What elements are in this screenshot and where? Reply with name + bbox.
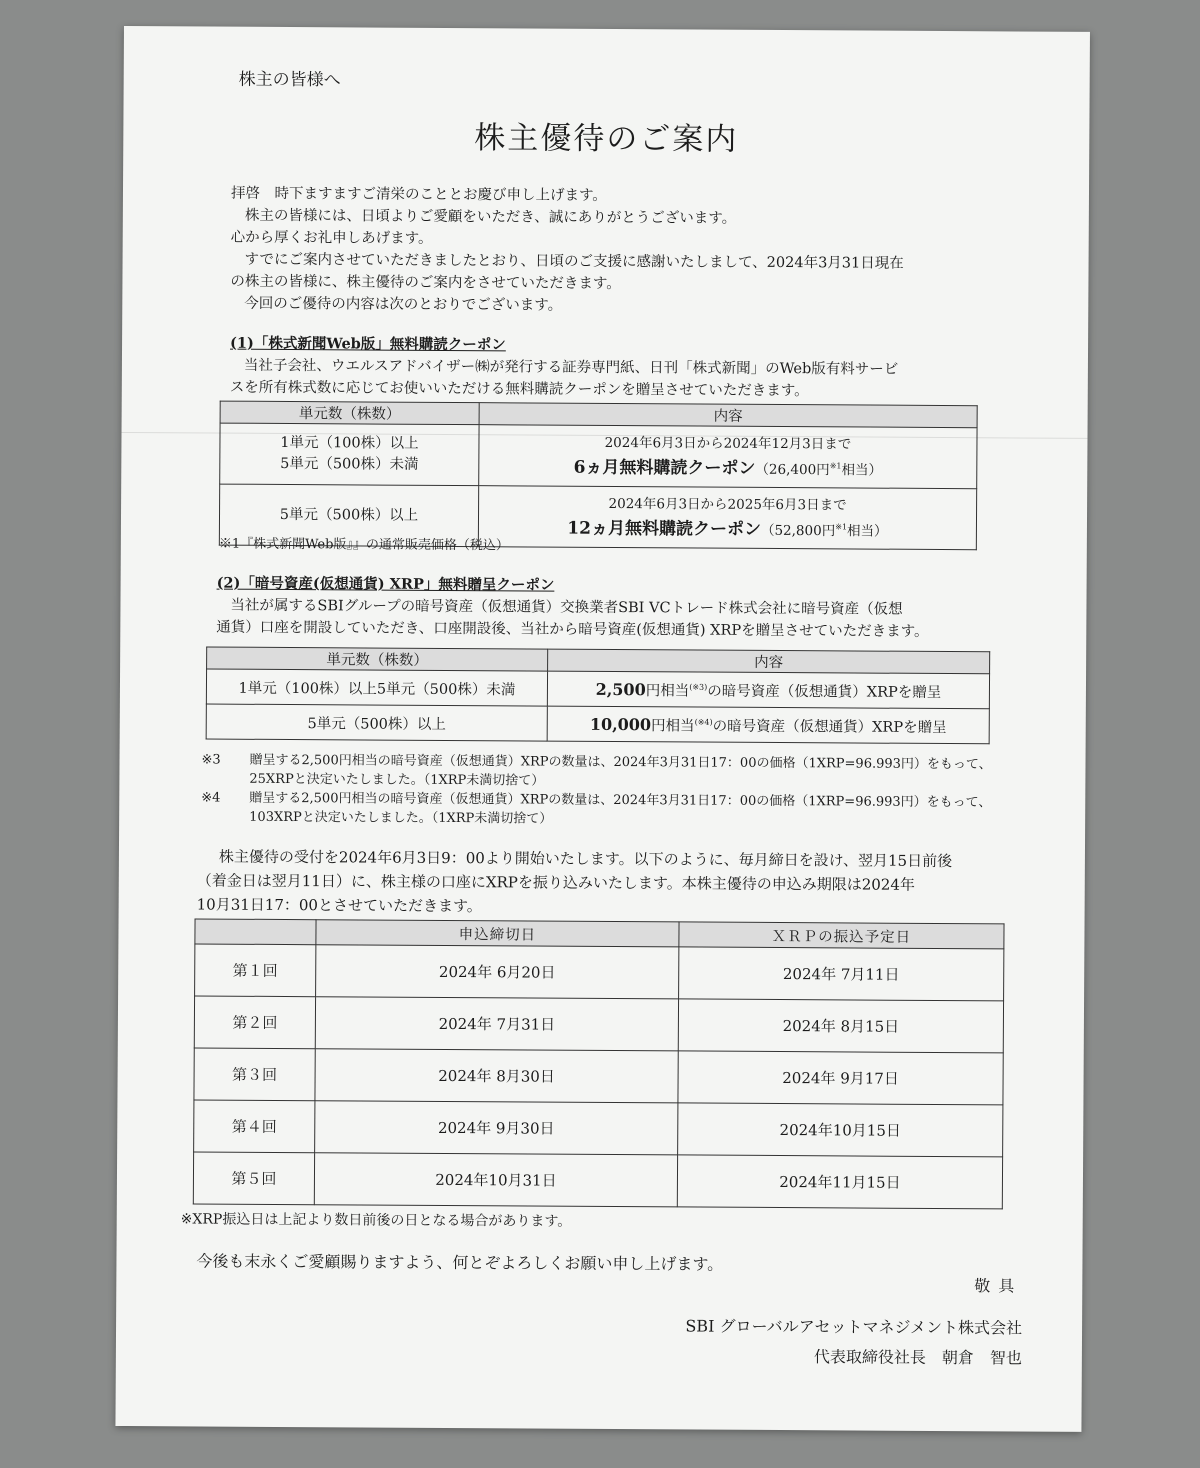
footnote-text: 25XRPと決定いたしました。（1XRP未満切捨て） <box>249 771 545 789</box>
section2-notes <box>201 750 992 831</box>
intro-line: 株主の皆様には、日頃よりご愛顧をいただき、誠にありがとうございます。 <box>244 207 737 227</box>
section2 <box>216 573 929 643</box>
intro-line: の株主の皆様に、株主優待のご案内をさせていただきます。 <box>230 273 621 293</box>
xrp-unit: 円相当 <box>645 682 690 699</box>
table-row <box>220 423 977 489</box>
deadline-cell: 2024年 8月30日 <box>315 1049 678 1103</box>
round-cell: 第５回 <box>193 1152 314 1205</box>
section1-note: ※1『株式新聞Web版』』の通常販売価格（税込） <box>218 536 509 554</box>
footnote-mark: (※3) <box>689 682 708 692</box>
company-name: SBI グローバルアセットマネジメント株式会社 <box>685 1316 1023 1338</box>
section2-body-line: 当社が属するSBIグループの暗号資産（仮想通貨）交換業者SBI VCトレード株式会社に暗号資産（仮想 <box>230 597 903 618</box>
table-header: 内容 <box>548 649 990 674</box>
round-cell: 第２回 <box>194 996 315 1049</box>
footnote-mark: (※4) <box>694 717 713 727</box>
round-cell: 第１回 <box>195 944 316 997</box>
section1 <box>230 333 899 403</box>
page-title: 株主優待のご案内 <box>474 120 739 158</box>
schedule-intro-line: 株主優待の受付を2024年6月3日9：00より開始いたします。以下のように、毎月締日を設け、翌月15日前後 <box>218 847 953 871</box>
deadline-cell: 2024年 6月20日 <box>316 945 679 999</box>
table-header: 単元数（株数） <box>207 647 548 671</box>
table-header: 単元数（株数） <box>220 401 479 425</box>
coupon-price: （52,800円 <box>760 522 836 539</box>
schedule-note: ※XRP振込日は上記より数日前後の日となる場合があります。 <box>180 1211 572 1230</box>
round-cell: 第３回 <box>194 1048 315 1101</box>
schedule-intro-line: （着金日は翌月11日）に、株主様の口座にXRPを振り込みいたします。本株主優待の申込み期限は2024年 <box>196 871 915 894</box>
table-header: 内容 <box>479 403 977 428</box>
table-cell-units <box>220 423 479 486</box>
table-row <box>193 1152 1002 1209</box>
document-paper <box>115 26 1090 1432</box>
table-row <box>206 704 989 744</box>
schedule-intro <box>197 844 953 921</box>
schedule-table <box>193 918 1005 1209</box>
coupon-period: 2024年6月3日から2024年12月3日まで <box>604 434 852 453</box>
table-header: 申込締切日 <box>316 920 679 947</box>
table-cell-content <box>547 706 989 744</box>
transfer-date-cell: 2024年 8月15日 <box>678 999 1003 1053</box>
coupon-price-suffix: 相当） <box>841 461 883 479</box>
addressee: 株主の皆様へ <box>238 69 341 91</box>
table-row <box>195 944 1004 1001</box>
closing-text: 今後も末永くご愛顧賜りますよう、何とぞよろしくお願い申し上げます。 <box>196 1251 724 1274</box>
transfer-date-cell: 2024年10月15日 <box>678 1103 1003 1157</box>
footnote-mark: ※4 <box>201 790 221 806</box>
footnote-text: 贈呈する2,500円相当の暗号資産（仮想通貨）XRPの数量は、2024年3月31日17：00の価格（1XRP=96.993円）をもって、 <box>249 790 992 811</box>
coupon-name: 6ヵ月無料購読クーポン <box>573 457 756 479</box>
table-header: ＸＲＰの振込予定日 <box>679 922 1004 949</box>
section1-body-line: 当社子会社、ウエルスアドバイザー㈱が発行する証券専門紙、日刊「株式新聞」のWeb版有料サービ <box>243 357 899 378</box>
coupon-name: 12ヵ月無料購読クーポン <box>567 518 762 540</box>
intro-paragraph <box>230 183 904 319</box>
coupon-price: （26,400円 <box>755 461 830 478</box>
intro-line: 心から厚くお礼申しあげます。 <box>230 229 433 247</box>
xrp-unit: 円相当 <box>651 717 695 734</box>
section1-heading: (1)「株式新聞Web版」無料購読クーポン <box>230 334 506 354</box>
transfer-date-cell: 2024年 7月11日 <box>679 947 1004 1001</box>
intro-line: 今回のご優待の内容は次のとおりでございます。 <box>244 295 563 314</box>
table-cell-units: 1単元（100株）以上5単元（500株）未満 <box>206 669 547 706</box>
table-row <box>194 1100 1003 1157</box>
section2-body-line: 通貨）口座を開設していただき、口座開設後、当社から暗号資産(仮想通貨) XRPを贈呈させていただきます。 <box>216 619 929 640</box>
table-cell-units: 5単元（500株）以上 <box>206 704 547 741</box>
transfer-date-cell: 2024年11月15日 <box>677 1155 1002 1209</box>
units-line: 5単元（500株）以上 <box>279 506 419 524</box>
section2-heading: (2)「暗号資産(仮想通貨) XRP」無料贈呈クーポン <box>216 574 555 594</box>
table-row <box>194 996 1003 1053</box>
ceo-name: 代表取締役社長 朝倉 智也 <box>813 1347 1022 1368</box>
units-line: 5単元（500株）未満 <box>280 455 419 473</box>
xrp-amount: 2,500 <box>595 679 646 699</box>
footnote-mark: ※1 <box>829 460 842 470</box>
table-row <box>206 669 989 709</box>
table-cell-content <box>547 671 989 709</box>
section1-body-line: スを所有株式数に応じてお使いいただける無料購読クーポンを贈呈させていただきます。 <box>229 379 809 400</box>
table-header <box>195 919 316 945</box>
deadline-cell: 2024年10月31日 <box>314 1153 677 1207</box>
footnote-mark: ※3 <box>201 752 221 768</box>
intro-line: すでにご案内させていただきましたとおり、日頃のご支援に感謝いたしまして、2024年3月31日現在 <box>244 251 904 272</box>
round-cell: 第４回 <box>194 1100 315 1153</box>
table-row <box>194 1048 1003 1105</box>
newspaper-coupon-table <box>219 401 978 551</box>
deadline-cell: 2024年 7月31日 <box>315 997 678 1051</box>
xrp-desc: の暗号資産（仮想通貨）XRPを贈呈 <box>707 683 942 701</box>
footnote-mark: ※1 <box>835 521 848 532</box>
footnote-text: 贈呈する2,500円相当の暗号資産（仮想通貨）XRPの数量は、2024年3月31日17：00の価格（1XRP=96.993円）をもって、 <box>249 752 992 773</box>
transfer-date-cell: 2024年 9月17日 <box>678 1051 1003 1105</box>
intro-line: 拝啓 時下ますますご清栄のこととお慶び申し上げます。 <box>230 185 607 204</box>
schedule-intro-line: 10月31日17：00とさせていただきます。 <box>196 895 482 916</box>
coupon-price-suffix: 相当） <box>846 522 888 540</box>
xrp-coupon-table <box>206 647 991 745</box>
footnote-text: 103XRPと決定いたしました。（1XRP未満切捨て） <box>249 809 553 827</box>
xrp-desc: の暗号資産（仮想通貨）XRPを贈呈 <box>712 718 947 736</box>
deadline-cell: 2024年 9月30日 <box>315 1101 678 1155</box>
table-cell-content <box>478 486 976 550</box>
closing-salutation: 敬具 <box>974 1276 1023 1296</box>
coupon-period: 2024年6月3日から2025年6月3日まで <box>608 495 847 514</box>
units-line: 1単元（100株）以上 <box>280 434 419 452</box>
table-cell-content <box>479 425 977 489</box>
xrp-amount: 10,000 <box>589 714 652 734</box>
